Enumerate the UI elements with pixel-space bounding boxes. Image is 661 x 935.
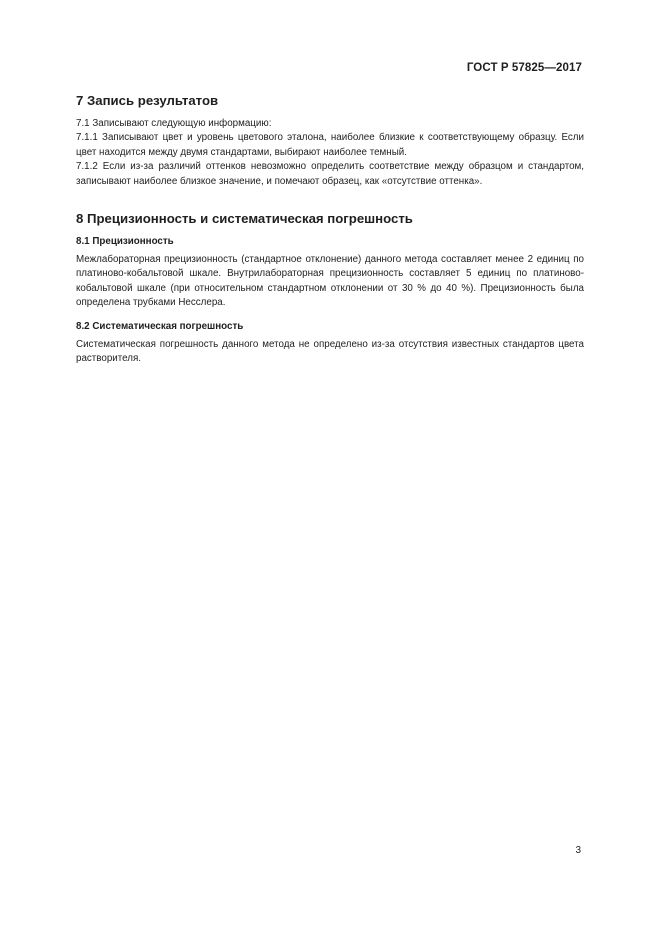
document-code: ГОСТ Р 57825—2017 <box>466 62 582 74</box>
subsection-8-1-title: 8.1 Прецизионность <box>76 236 174 248</box>
subsection-8-2-text: Систематическая погрешность данного метода не определено из-за отсутствия известных стандартов цвета растворителя. <box>76 338 584 365</box>
section-8 <box>76 211 584 366</box>
section-8-title: 8 Прецизионность и систематическая погрешность <box>76 211 413 227</box>
subsection-8-2-title: 8.2 Систематическая погрешность <box>76 320 244 332</box>
subsection-8-1 <box>76 235 584 311</box>
paragraph-7-1: 7.1 Записывают следующую информацию: <box>76 118 272 129</box>
section-7-title: 7 Запись результатов <box>76 93 219 108</box>
document-body <box>76 93 584 375</box>
subsection-8-1-text: Межлабораторная прецизионность (стандартное отклонение) данного метода составляет менее 2 единиц по платиново-кобальтовой шкале. Внутрилабораторная прецизионность составляет 5 единиц по платиново-кобальтовой шкале (при относительном стандартном отклонении от 30 % до 40 %). Прецизионность была определена трубками Несслера. <box>76 254 584 309</box>
paragraph-7-1-2: 7.1.2 Если из-за различий оттенков невозможно определить соответствие между образцом и стандартом, записывают наиболее близкое значение, и помечают образец, как «отсутствие оттенка». <box>76 161 584 187</box>
page-number: 3 <box>575 845 581 856</box>
paragraph-7-1-1: 7.1.1 Записывают цвет и уровень цветового эталона, наиболее близкие к соответствующему образцу. Если цвет находится между двумя стандартами, выбирают наиболее темный. <box>76 132 584 158</box>
subsection-8-2 <box>76 320 584 367</box>
section-7 <box>76 93 584 189</box>
